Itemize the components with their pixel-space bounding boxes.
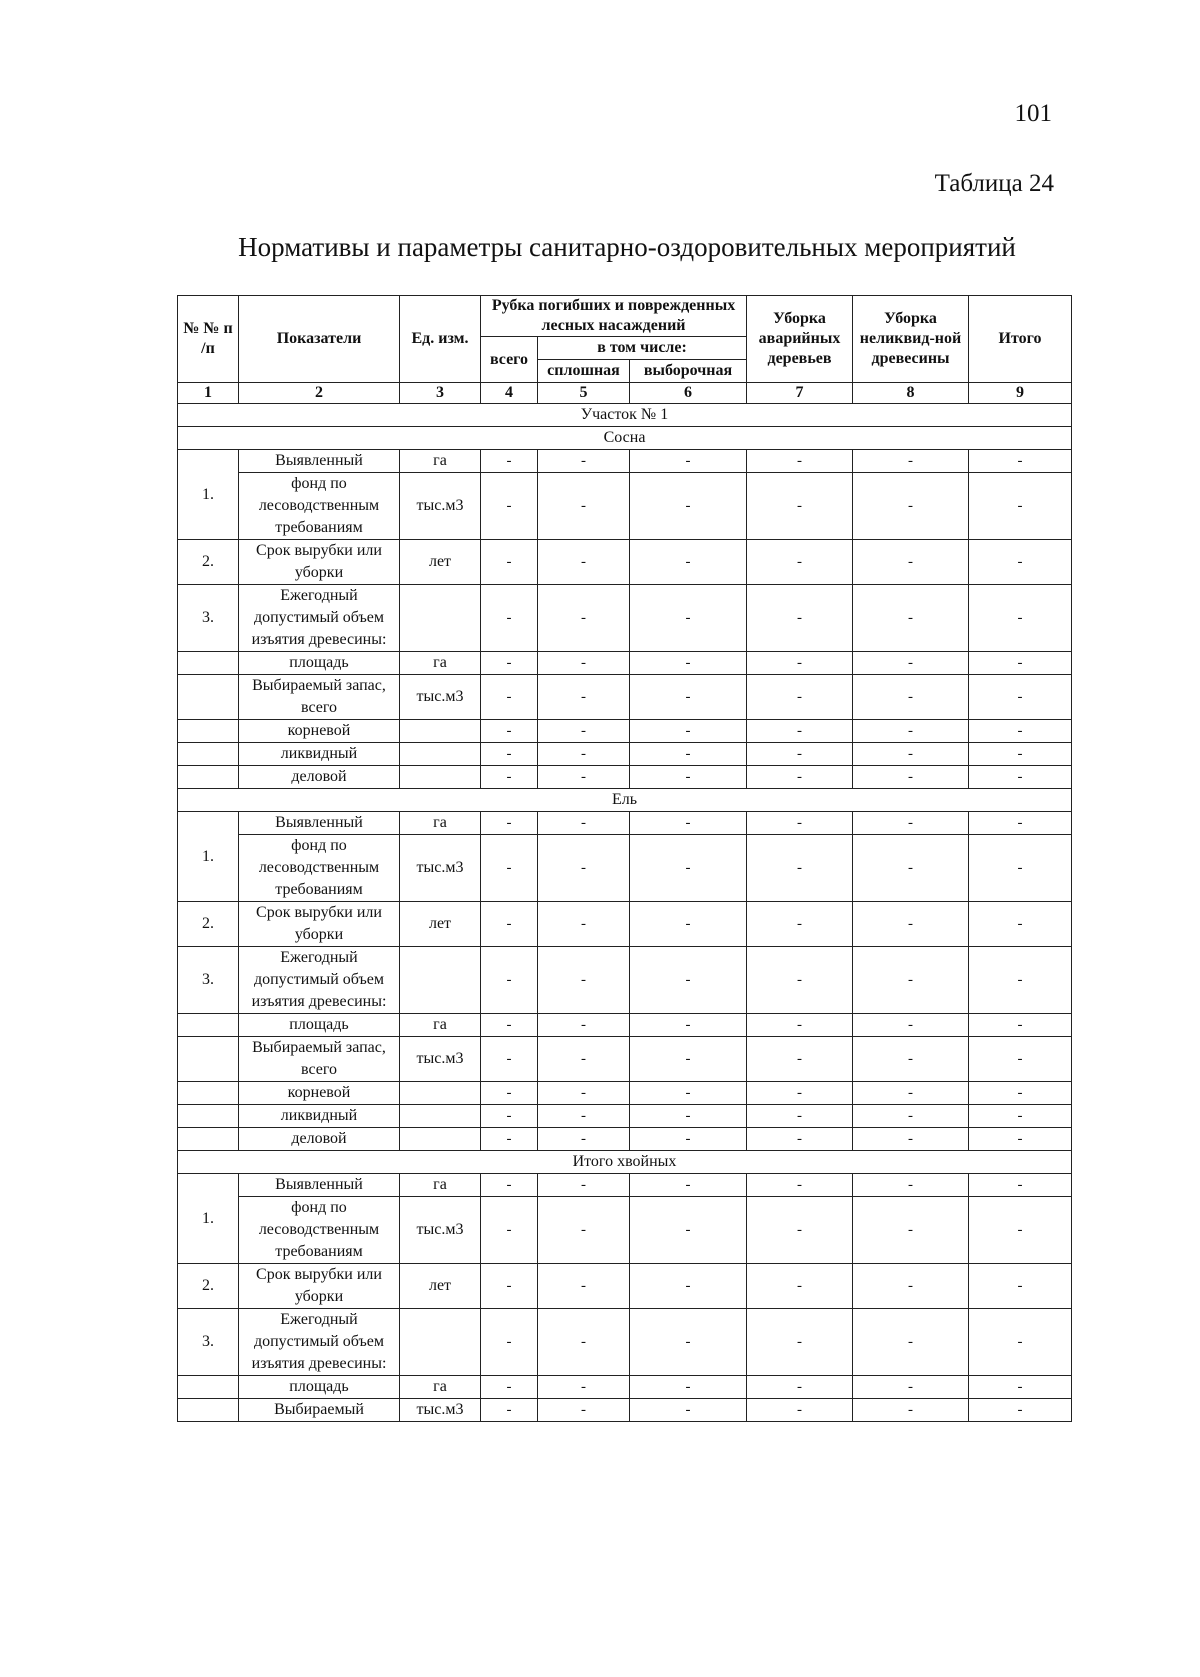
value-cell: -	[538, 473, 630, 540]
row-number	[178, 766, 239, 789]
value-cell: -	[747, 947, 853, 1014]
table-row	[178, 902, 1072, 947]
row-unit	[400, 743, 481, 766]
value-cell: -	[481, 585, 538, 652]
value-cell: -	[969, 1309, 1072, 1376]
row-label: Выявленный	[239, 450, 400, 473]
value-cell: -	[630, 835, 747, 902]
value-cell: -	[481, 1105, 538, 1128]
value-cell: -	[481, 1197, 538, 1264]
header-total: всего	[481, 337, 538, 383]
table-row	[178, 540, 1072, 585]
value-cell: -	[969, 675, 1072, 720]
row-number: 2.	[178, 1264, 239, 1309]
table-row	[178, 1399, 1072, 1422]
value-cell: -	[747, 473, 853, 540]
value-cell: -	[853, 1037, 969, 1082]
value-cell: -	[747, 902, 853, 947]
row-label: Выявленный	[239, 1174, 400, 1197]
row-number	[178, 743, 239, 766]
value-cell: -	[630, 1197, 747, 1264]
value-cell: -	[969, 1399, 1072, 1422]
value-cell: -	[630, 720, 747, 743]
row-label: ликвидный	[239, 743, 400, 766]
table-row	[178, 1264, 1072, 1309]
row-label: фонд по лесоводственным требованиям	[239, 835, 400, 902]
column-number: 6	[630, 383, 747, 404]
value-cell: -	[538, 835, 630, 902]
value-cell: -	[853, 1197, 969, 1264]
value-cell: -	[747, 1128, 853, 1151]
value-cell: -	[969, 1014, 1072, 1037]
value-cell: -	[538, 947, 630, 1014]
value-cell: -	[969, 450, 1072, 473]
section-title: Итого хвойных	[178, 1151, 1072, 1174]
row-label: Выбираемый запас, всего	[239, 675, 400, 720]
table-row	[178, 450, 1072, 473]
row-unit: га	[400, 812, 481, 835]
row-unit: га	[400, 652, 481, 675]
value-cell: -	[630, 652, 747, 675]
row-number: 1.	[178, 450, 239, 540]
row-number	[178, 1128, 239, 1151]
table-label: Таблица 24	[934, 170, 1054, 197]
column-number: 4	[481, 383, 538, 404]
row-unit	[400, 720, 481, 743]
value-cell: -	[747, 743, 853, 766]
table-row	[178, 766, 1072, 789]
value-cell: -	[481, 766, 538, 789]
value-cell: -	[747, 812, 853, 835]
value-cell: -	[630, 1264, 747, 1309]
value-cell: -	[969, 473, 1072, 540]
value-cell: -	[481, 835, 538, 902]
value-cell: -	[969, 585, 1072, 652]
plot-title: Участок № 1	[178, 404, 1072, 427]
value-cell: -	[481, 652, 538, 675]
value-cell: -	[630, 473, 747, 540]
value-cell: -	[969, 743, 1072, 766]
value-cell: -	[538, 902, 630, 947]
value-cell: -	[747, 1309, 853, 1376]
value-cell: -	[747, 766, 853, 789]
value-cell: -	[853, 1128, 969, 1151]
row-unit	[400, 1082, 481, 1105]
row-unit: лет	[400, 1264, 481, 1309]
value-cell: -	[481, 812, 538, 835]
row-number: 2.	[178, 540, 239, 585]
value-cell: -	[969, 1197, 1072, 1264]
value-cell: -	[630, 1174, 747, 1197]
value-cell: -	[630, 1037, 747, 1082]
value-cell: -	[969, 1082, 1072, 1105]
value-cell: -	[538, 766, 630, 789]
column-number: 1	[178, 383, 239, 404]
table-body	[178, 404, 1072, 1422]
value-cell: -	[853, 1174, 969, 1197]
table-row	[178, 1082, 1072, 1105]
table-row	[178, 585, 1072, 652]
value-cell: -	[853, 473, 969, 540]
value-cell: -	[481, 743, 538, 766]
value-cell: -	[747, 450, 853, 473]
value-cell: -	[481, 902, 538, 947]
value-cell: -	[747, 1174, 853, 1197]
value-cell: -	[747, 1399, 853, 1422]
column-number: 9	[969, 383, 1072, 404]
value-cell: -	[853, 1014, 969, 1037]
row-unit	[400, 1309, 481, 1376]
value-cell: -	[538, 450, 630, 473]
row-label: Ежегодный допустимый объем изъятия древесины:	[239, 947, 400, 1014]
value-cell: -	[538, 1014, 630, 1037]
value-cell: -	[630, 947, 747, 1014]
header-illiquid: Уборка неликвид-ной древесины	[853, 296, 969, 383]
value-cell: -	[538, 720, 630, 743]
page-number: 101	[1014, 100, 1052, 127]
value-cell: -	[630, 743, 747, 766]
row-number: 3.	[178, 1309, 239, 1376]
value-cell: -	[969, 1174, 1072, 1197]
value-cell: -	[481, 720, 538, 743]
value-cell: -	[853, 585, 969, 652]
value-cell: -	[969, 720, 1072, 743]
row-label: Выбираемый	[239, 1399, 400, 1422]
value-cell: -	[747, 1037, 853, 1082]
table-row	[178, 1128, 1072, 1151]
row-label: Ежегодный допустимый объем изъятия древесины:	[239, 585, 400, 652]
value-cell: -	[630, 675, 747, 720]
value-cell: -	[853, 450, 969, 473]
row-number: 1.	[178, 812, 239, 902]
value-cell: -	[538, 1128, 630, 1151]
row-unit: га	[400, 1174, 481, 1197]
row-unit	[400, 585, 481, 652]
value-cell: -	[630, 766, 747, 789]
value-cell: -	[630, 1014, 747, 1037]
value-cell: -	[747, 1197, 853, 1264]
table-row	[178, 675, 1072, 720]
value-cell: -	[481, 1264, 538, 1309]
row-unit: га	[400, 1376, 481, 1399]
value-cell: -	[853, 1309, 969, 1376]
value-cell: -	[481, 1174, 538, 1197]
row-label: ликвидный	[239, 1105, 400, 1128]
value-cell: -	[481, 1014, 538, 1037]
value-cell: -	[969, 540, 1072, 585]
value-cell: -	[853, 743, 969, 766]
row-label: Срок вырубки или уборки	[239, 902, 400, 947]
column-number: 8	[853, 383, 969, 404]
value-cell: -	[853, 675, 969, 720]
value-cell: -	[747, 1014, 853, 1037]
table-row	[178, 1197, 1072, 1264]
value-cell: -	[538, 1264, 630, 1309]
value-cell: -	[853, 812, 969, 835]
row-number: 2.	[178, 902, 239, 947]
value-cell: -	[538, 585, 630, 652]
value-cell: -	[747, 675, 853, 720]
row-label: корневой	[239, 1082, 400, 1105]
table-header	[178, 296, 1072, 404]
value-cell: -	[538, 1037, 630, 1082]
value-cell: -	[747, 540, 853, 585]
value-cell: -	[538, 1082, 630, 1105]
table-row	[178, 812, 1072, 835]
value-cell: -	[853, 947, 969, 1014]
value-cell: -	[630, 1376, 747, 1399]
table-row	[178, 720, 1072, 743]
row-label: площадь	[239, 652, 400, 675]
row-number: 1.	[178, 1174, 239, 1264]
header-emergency: Уборка аварийных деревьев	[747, 296, 853, 383]
value-cell: -	[853, 1105, 969, 1128]
row-unit: тыс.м3	[400, 473, 481, 540]
norms-table	[177, 295, 1072, 1422]
value-cell: -	[747, 1082, 853, 1105]
table-row	[178, 743, 1072, 766]
value-cell: -	[481, 675, 538, 720]
row-unit: тыс.м3	[400, 675, 481, 720]
value-cell: -	[969, 652, 1072, 675]
row-label: фонд по лесоводственным требованиям	[239, 473, 400, 540]
value-cell: -	[853, 1399, 969, 1422]
value-cell: -	[538, 1309, 630, 1376]
value-cell: -	[853, 540, 969, 585]
row-unit: га	[400, 450, 481, 473]
value-cell: -	[969, 766, 1072, 789]
column-number: 2	[239, 383, 400, 404]
header-unit: Ед. изм.	[400, 296, 481, 383]
value-cell: -	[538, 1197, 630, 1264]
header-including: в том числе:	[538, 337, 747, 360]
column-number: 3	[400, 383, 481, 404]
header-indicators: Показатели	[239, 296, 400, 383]
table-row	[178, 1105, 1072, 1128]
row-label: Выявленный	[239, 812, 400, 835]
value-cell: -	[481, 1376, 538, 1399]
value-cell: -	[630, 1105, 747, 1128]
value-cell: -	[969, 1264, 1072, 1309]
value-cell: -	[630, 450, 747, 473]
row-label: площадь	[239, 1376, 400, 1399]
row-unit: тыс.м3	[400, 1037, 481, 1082]
row-unit	[400, 766, 481, 789]
row-number	[178, 1014, 239, 1037]
table-row	[178, 1309, 1072, 1376]
row-label: фонд по лесоводственным требованиям	[239, 1197, 400, 1264]
value-cell: -	[969, 902, 1072, 947]
column-number: 5	[538, 383, 630, 404]
row-unit: га	[400, 1014, 481, 1037]
value-cell: -	[630, 1399, 747, 1422]
document-title: Нормативы и параметры санитарно-оздоровительных мероприятий	[238, 232, 1016, 262]
value-cell: -	[747, 720, 853, 743]
row-unit	[400, 1128, 481, 1151]
value-cell: -	[481, 1037, 538, 1082]
row-unit: тыс.м3	[400, 1399, 481, 1422]
value-cell: -	[481, 1082, 538, 1105]
table-row	[178, 652, 1072, 675]
row-label: Срок вырубки или уборки	[239, 1264, 400, 1309]
row-unit: лет	[400, 540, 481, 585]
value-cell: -	[853, 652, 969, 675]
value-cell: -	[747, 1376, 853, 1399]
row-number	[178, 1082, 239, 1105]
value-cell: -	[538, 812, 630, 835]
value-cell: -	[969, 812, 1072, 835]
value-cell: -	[853, 720, 969, 743]
value-cell: -	[630, 1128, 747, 1151]
value-cell: -	[969, 1037, 1072, 1082]
value-cell: -	[853, 1376, 969, 1399]
header-no: № № п /п	[178, 296, 239, 383]
value-cell: -	[630, 1309, 747, 1376]
row-label: деловой	[239, 766, 400, 789]
section-title: Ель	[178, 789, 1072, 812]
row-number	[178, 1105, 239, 1128]
row-label: корневой	[239, 720, 400, 743]
value-cell: -	[538, 1174, 630, 1197]
value-cell: -	[969, 947, 1072, 1014]
row-label: деловой	[239, 1128, 400, 1151]
value-cell: -	[747, 585, 853, 652]
table-row	[178, 835, 1072, 902]
value-cell: -	[481, 1399, 538, 1422]
row-unit: тыс.м3	[400, 1197, 481, 1264]
value-cell: -	[969, 1105, 1072, 1128]
header-felling: Рубка погибших и поврежденных лесных насаждений	[481, 296, 747, 337]
section-title: Сосна	[178, 427, 1072, 450]
row-number	[178, 1376, 239, 1399]
table-row	[178, 1014, 1072, 1037]
value-cell: -	[853, 1082, 969, 1105]
value-cell: -	[630, 1082, 747, 1105]
table-row	[178, 1376, 1072, 1399]
row-number: 3.	[178, 585, 239, 652]
value-cell: -	[538, 1376, 630, 1399]
row-label: Выбираемый запас, всего	[239, 1037, 400, 1082]
value-cell: -	[481, 947, 538, 1014]
value-cell: -	[630, 902, 747, 947]
value-cell: -	[747, 835, 853, 902]
header-clear: сплошная	[538, 360, 630, 383]
row-label: Срок вырубки или уборки	[239, 540, 400, 585]
value-cell: -	[747, 652, 853, 675]
row-label: площадь	[239, 1014, 400, 1037]
row-number	[178, 1399, 239, 1422]
value-cell: -	[853, 902, 969, 947]
value-cell: -	[853, 835, 969, 902]
row-unit: тыс.м3	[400, 835, 481, 902]
value-cell: -	[969, 1376, 1072, 1399]
row-number	[178, 652, 239, 675]
value-cell: -	[481, 473, 538, 540]
value-cell: -	[969, 835, 1072, 902]
value-cell: -	[747, 1264, 853, 1309]
value-cell: -	[630, 540, 747, 585]
value-cell: -	[538, 675, 630, 720]
value-cell: -	[538, 540, 630, 585]
value-cell: -	[747, 1105, 853, 1128]
value-cell: -	[853, 1264, 969, 1309]
column-number: 7	[747, 383, 853, 404]
value-cell: -	[853, 766, 969, 789]
table-row	[178, 473, 1072, 540]
header-sum: Итого	[969, 296, 1072, 383]
value-cell: -	[538, 1105, 630, 1128]
table-row	[178, 1174, 1072, 1197]
table-row	[178, 947, 1072, 1014]
row-label: Ежегодный допустимый объем изъятия древесины:	[239, 1309, 400, 1376]
row-unit	[400, 1105, 481, 1128]
value-cell: -	[481, 1128, 538, 1151]
value-cell: -	[969, 1128, 1072, 1151]
row-number: 3.	[178, 947, 239, 1014]
row-unit	[400, 947, 481, 1014]
row-number	[178, 675, 239, 720]
table-row	[178, 1037, 1072, 1082]
header-selective: выборочная	[630, 360, 747, 383]
value-cell: -	[630, 585, 747, 652]
value-cell: -	[481, 450, 538, 473]
value-cell: -	[481, 1309, 538, 1376]
value-cell: -	[538, 743, 630, 766]
value-cell: -	[481, 540, 538, 585]
value-cell: -	[538, 652, 630, 675]
value-cell: -	[630, 812, 747, 835]
row-unit: лет	[400, 902, 481, 947]
value-cell: -	[538, 1399, 630, 1422]
row-number	[178, 1037, 239, 1082]
row-number	[178, 720, 239, 743]
